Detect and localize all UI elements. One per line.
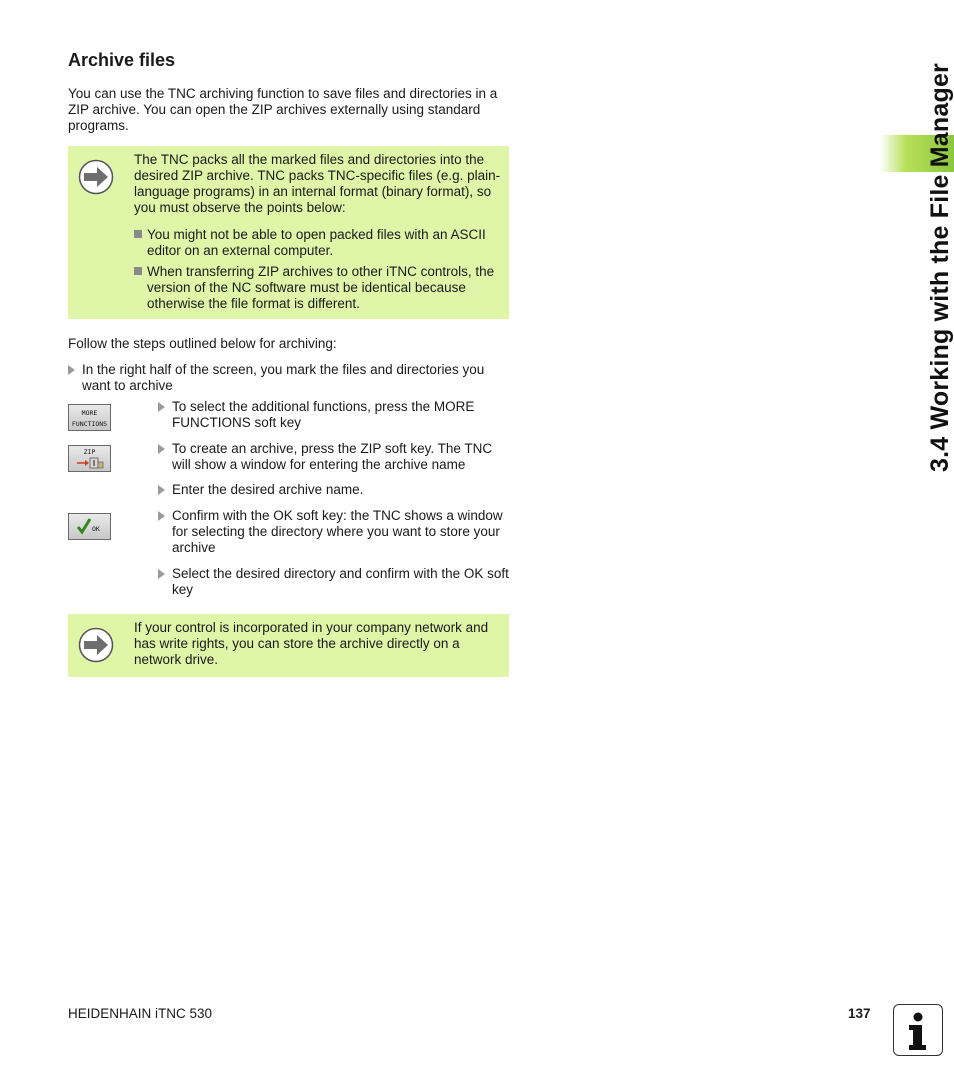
section-heading: Archive files [68,50,176,70]
note-bullet: When transferring ZIP archives to other iTNC controls, the version of the NC software must be identical because otherwise the file format is different. [134,264,502,312]
info-icon [893,1004,943,1056]
step-arrow-icon [158,485,165,495]
step-arrow-icon [158,444,165,454]
chapter-title: 3.4 Working with the File Manager [926,63,954,472]
note-bullet: You might not be able to open packed files with an ASCII editor on an external computer. [134,227,502,259]
intro-paragraph: You can use the TNC archiving function to save files and directories in a ZIP archive. You can open the ZIP archives externally using standard programs. [68,86,498,133]
page-number: 137 [848,1006,871,1021]
note-text: The TNC packs all the marked files and directories into the desired ZIP archive. TNC packs TNC-specific files (e.g. plain-language programs) in an internal format (binary format), so you must observe the points below: [134,152,501,215]
step-item: To select the additional functions, press the MORE FUNCTIONS soft key [158,399,510,431]
steps-intro: Follow the steps outlined below for archiving: [68,336,337,351]
arrow-right-icon [78,159,114,195]
footer-product: HEIDENHAIN iTNC 530 [68,1006,213,1021]
note-box [68,146,509,319]
note-box [68,614,509,677]
arrow-right-icon [78,627,114,663]
info-glyph [894,1005,941,1054]
step-item: Enter the desired archive name. [158,482,510,498]
step-arrow-icon [158,402,165,412]
bullet-square-icon [134,267,142,275]
more-functions-softkey[interactable]: MORE FUNCTIONS [68,404,111,431]
zip-archive-icon [75,456,105,470]
zip-softkey[interactable]: ZIP [68,445,111,472]
note-text: If your control is incorporated in your company network and has write rights, you can store the archive directly on a network drive. [134,620,489,667]
ok-softkey[interactable]: OK [68,513,111,540]
bullet-square-icon [134,230,142,238]
step-arrow-icon [68,365,75,375]
step-item: To create an archive, press the ZIP soft key. The TNC will show a window for entering the archive name [158,441,510,473]
step-arrow-icon [158,569,165,579]
checkmark-icon [76,517,92,535]
step-item: In the right half of the screen, you mark the files and directories you want to archive [68,362,510,394]
step-item: Confirm with the OK soft key: the TNC shows a window for selecting the directory where you want to store your archive [158,508,510,556]
step-item: Select the desired directory and confirm with the OK soft key [158,566,510,598]
step-arrow-icon [158,511,165,521]
